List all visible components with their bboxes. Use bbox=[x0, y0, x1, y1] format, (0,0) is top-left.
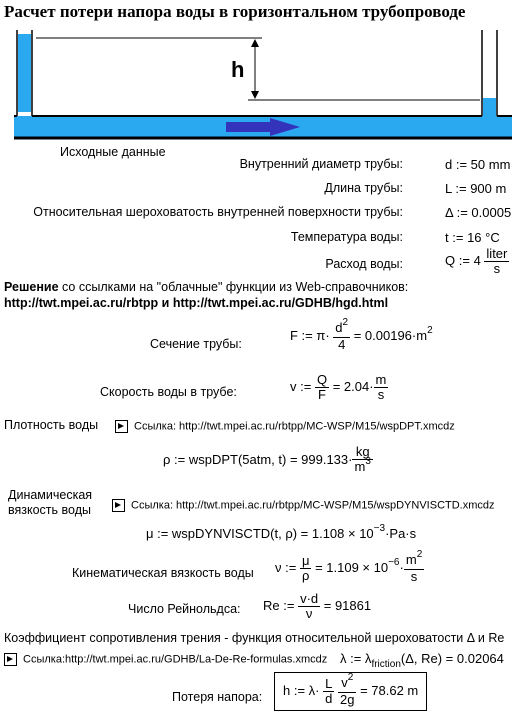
viscosity-link[interactable]: Ссылка: http://twt.mpei.ac.ru/rbtpp/MC-WSP/M15/wspDYNVISCTD.xmcdz bbox=[112, 497, 495, 512]
right-water-column bbox=[483, 98, 496, 116]
page-title: Расчет потери напора воды в горизонтальном трубопроводе bbox=[4, 2, 466, 21]
solution-intro: Решение со ссылками на "облачные" функции из Web-справочников: bbox=[4, 280, 409, 294]
density-label: Плотность воды bbox=[4, 418, 99, 432]
friction-heading: Коэффициент сопротивления трения - функция относительной шероховатости Δ и Re bbox=[4, 631, 505, 645]
solution-links: http://twt.mpei.ac.ru/rbtpp и http://twt.mpei.ac.ru/GDHB/hgd.html bbox=[4, 296, 389, 310]
roughness-expr: Δ := 0.0005 bbox=[445, 205, 512, 220]
section-expr: F := π· $\frac{d^2}{4}$ = $0.00196\cdot m^2$ bbox=[290, 317, 433, 352]
kinematic-label: Кинематическая вязкость воды bbox=[72, 566, 254, 580]
left-water-column bbox=[18, 34, 31, 112]
viscosity-label-1: Динамическая bbox=[8, 488, 93, 502]
headloss-label: Потеря напора: bbox=[172, 690, 263, 704]
roughness-label: Относительная шероховатость внутренней поверхности трубы: bbox=[33, 205, 403, 219]
headloss-expr: h := λ· $\frac{L}{d}$ $\frac{v^2}{2g}$ = 78.62 m bbox=[274, 672, 427, 711]
rbtpp-link[interactable]: http://twt.mpei.ac.ru/rbtpp bbox=[4, 296, 159, 310]
length-expr: L := 900 m bbox=[445, 181, 507, 196]
temperature-expr: t := 16 °C bbox=[445, 230, 500, 245]
velocity-label: Скорость воды в трубе: bbox=[100, 385, 237, 399]
h-label: h bbox=[231, 57, 245, 82]
kinematic-expr: ν := $\frac{\mu}{\rho}$ = $1.109 \times 10^{-6}\cdot$ $\frac{m^2}{s}$ bbox=[275, 549, 423, 584]
inputs-heading: Исходные данные bbox=[60, 145, 166, 159]
density-link[interactable]: Ссылка: http://twt.mpei.ac.ru/rbtpp/MC-WSP/M15/wspDPT.xmcdz bbox=[115, 418, 455, 433]
gdhb-link[interactable]: http://twt.mpei.ac.ru/GDHB/hgd.html bbox=[172, 296, 389, 310]
friction-link[interactable]: Ссылка:http://twt.mpei.ac.ru/GDHB/La-De-Re-formulas.xmcdz bbox=[4, 651, 327, 666]
reynolds-expr: Re := $\frac{v\cdot d}{\nu}$ = 91861 bbox=[263, 591, 372, 621]
reynolds-label: Число Рейнольдса: bbox=[128, 602, 241, 616]
pipe-diagram bbox=[0, 22, 525, 142]
length-label: Длина трубы: bbox=[324, 181, 403, 195]
temperature-label: Температура воды: bbox=[290, 230, 403, 244]
viscosity-label-2: вязкость воды bbox=[8, 503, 91, 517]
section-label: Сечение трубы: bbox=[150, 337, 242, 351]
hyperlink-icon[interactable] bbox=[4, 653, 17, 666]
hyperlink-icon[interactable] bbox=[112, 499, 125, 512]
friction-expr: λ := $\lambda_{friction}(\Delta$, Re) = 0.02064 bbox=[340, 651, 504, 670]
viscosity-expr: μ := wspDYNVISCTD(t, $\rho) = 1.108 \times 10^{-3}\cdot Pa\cdot s$ bbox=[146, 523, 417, 541]
velocity-expr: v := $\frac{Q}{F}$ = 2.04· $\frac{m}{s}$ bbox=[290, 372, 387, 402]
diameter-expr: d := 50 mm bbox=[445, 157, 511, 172]
flow-expr: Q := 4 $\frac{\text{liter}}{s}$ bbox=[445, 246, 508, 276]
density-expr: ρ := wspDPT(5atm, t) = 999.133· $\frac{kg}{m^3}$ bbox=[163, 444, 371, 474]
hyperlink-icon[interactable] bbox=[115, 420, 128, 433]
flow-label: Расход воды: bbox=[325, 257, 403, 271]
diameter-label: Внутренний диаметр трубы: bbox=[239, 157, 403, 171]
